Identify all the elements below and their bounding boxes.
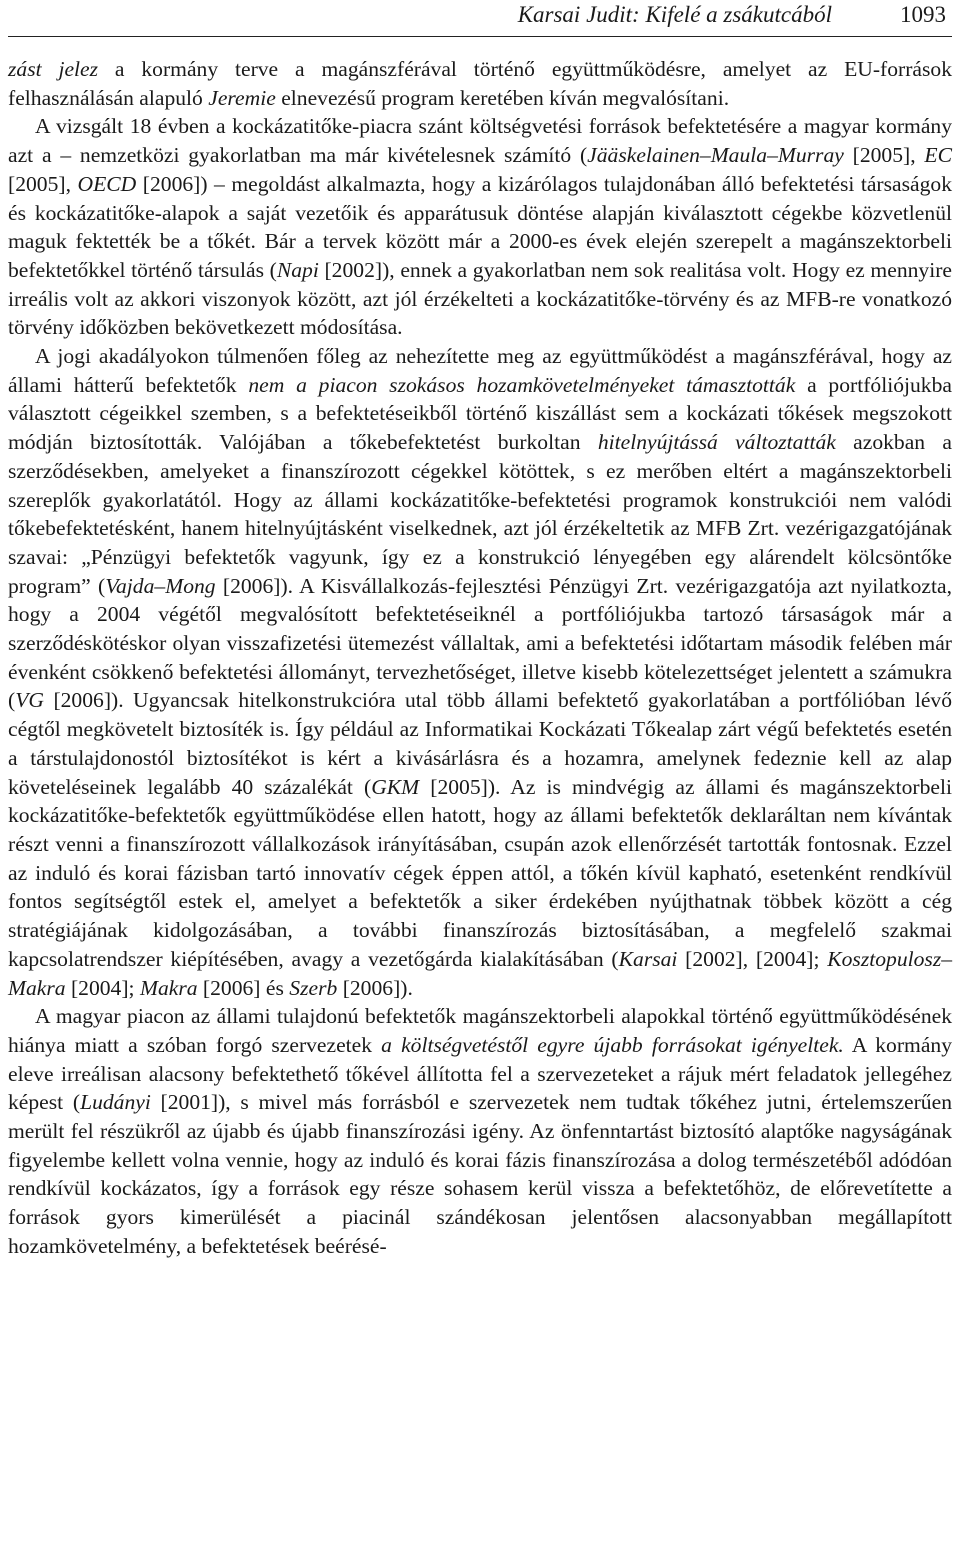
text-run: [2002], [2004];: [677, 946, 828, 971]
citation-author: OECD: [77, 171, 137, 196]
text-run: elnevezésű program keretében kíván megvalósítani.: [275, 85, 730, 110]
emphasis: Jeremie: [208, 85, 276, 110]
citation-author: Makra: [139, 975, 198, 1000]
text-run: [2006]).: [337, 975, 413, 1000]
text-run: a portfóliójukba választott cégeikkel szemben, s a befektetéseikből történő kiszállást sem a kockázati tőkések megszokott módján biztosították. Valójában a tőkebefektetést burkoltan: [8, 372, 952, 455]
text-run: [2005],: [8, 171, 78, 196]
text-run: a kormány terve a magánszférával történő együttműködésre, amelyet az EU-források felhasználásán alapuló: [8, 57, 952, 110]
citation-author: Kosztopulosz–Makra: [8, 946, 953, 1000]
text-run: [2002]), ennek a gyakorlatban nem sok realitása volt. Hogy ez mennyire irreális volt az akkori viszonyok között, azt jól érzékelteti a kockázatitőke-törvény és az MFB-re vonatkozó törvény időközben bekövetkezett módosítása.: [8, 257, 952, 340]
document-page: [0, 2, 960, 1557]
page-number: 1093: [900, 2, 946, 27]
paragraph-1: [8, 55, 952, 112]
citation-author: Ludányi: [80, 1090, 151, 1115]
text-run: [2005]). Az is mindvégig az állami és magánszektorbeli kockázatitőke-befektetők együttműködése ellen hatott, hogy az állami befektetők deklaráltan nem kívántak részt venni a finanszírozott vállalkozások irányításában, csupán azok ellenőrzését tartották fontosnak. Ezzel az induló és korai fázisban tartó innovatív cégek éppen attól, a tőkén kívül kapható, esetenként rendkívül fontos segítségtől estek el, amelyet a befektetők a siker érdekében nyújthatnak többek között a cég stratégiájának kidolgozásában, a további finanszírozás biztosításában, a megfelelő szakmai kapcsolatrendszer kiépítésében, avagy a vezetőgárda kialakításában (: [8, 774, 952, 971]
citation-author: Karsai: [618, 946, 678, 971]
running-title: Karsai Judit: Kifelé a zsákutcából: [517, 2, 832, 27]
text-run: [2006]) – megoldást alkalmazta, hogy a kizárólagos tulajdonában álló befektetési társaságok és kockázatitőke-alapok a saját vezetőik és apparátusuk döntése alapján kiválasztott cégekbe közvetlenül maguk fektették be a tőkét. Bár a tervek között már a 2000-es évek elején szerepelt a magánszektorbeli befektetőkkel történő társulás (: [8, 171, 952, 282]
citation-author: Vajda–Mong: [105, 573, 216, 598]
text-run: A kormány eleve irreálisan alacsony befektethető tőkével állította fel a szervezeteket a rájuk mért feladatok jellegéhez képest (: [8, 1032, 952, 1115]
running-header: [8, 2, 952, 28]
text-run: A magyar piacon az állami tulajdonú befektetők magánszektorbeli alapokkal történő együttműködésének hiánya miatt a szóban forgó szervezetek: [8, 1004, 952, 1057]
text-run: [2001]), s mivel más forrásból e szervezetek nem tudtak tőkéhez jutni, értelemszerűen merült fel részükről az újabb és újabb finanszírozási igény. Az önfenntartást biztosító alaptőke nagyságának figyelembe kellett volna vennie, hogy az induló és korai fázis finanszírozása a dolog természetéből adódóan rendkívül kockázatos, így a források egy része sohasem kerül vissza a befektetőhöz, de előrevetítette a források gyors kimerülését a piacinál szándékosan jelentősen alacsonyabban megállapított hozamkövetelmény, a befektetések beérésé-: [8, 1090, 952, 1258]
text-run: azokban a szerződésekben, amelyeket a finanszírozott cégekkel kötöttek, s ez merőben eltért a magánszektorbeli szereplők gyakorlatától. Hogy az állami kockázatitőke-befektetési programok konstrukciói nem valódi tőkebefektetésként, hanem hitelnyújtásként viselkednek, azt jól érzékeltetik az MFB Zrt. vezérigazgatójának szavai: „Pénzügyi befektetők vagyunk, így ez a konstrukció lényegében egy alárendelt kölcsöntőke program” (: [8, 430, 952, 598]
text-run: [2006]). A Kisvállalkozás-fejlesztési Pénzügyi Zrt. vezérigazgatója azt nyilatkozta, hogy a 2004 végétől megvalósított befektetéseiknél a portfóliójukba tartozó társaságok már a szerződéskötéskor olyan visszafizetési ütemezést vállaltak, ami a befektetési időtartam második felében már évenként csökkenő befektetési állományt, tervezhetőséget, illetve kisebb kötelezettséget jelentett a számukra (: [8, 573, 953, 713]
text-run: [2004];: [65, 975, 140, 1000]
emphasis: zást jelez: [8, 57, 99, 81]
body-text: [8, 55, 952, 1261]
citation-author: GKM: [371, 774, 420, 799]
header-rule: [8, 36, 952, 37]
emphasis: a költségvetéstől egyre újabb forrásokat igényeltek.: [381, 1032, 844, 1057]
paragraph-2: [8, 112, 952, 342]
citation-author: VG: [15, 688, 44, 713]
paragraph-3: [8, 342, 952, 1002]
emphasis: nem a piacon szokásos hozamkövetelményeket támasztották: [248, 372, 796, 397]
citation-author: Jääskelainen–Maula–Murray: [587, 143, 844, 168]
text-run: A jogi akadályokon túlmenően főleg az nehezítette meg az együttműködést a magánszférával, hogy az állami hátterű befektetők: [8, 344, 952, 397]
emphasis: hitelnyújtássá változtatták: [597, 430, 836, 455]
citation-author: Szerb: [289, 975, 338, 1000]
citation-author: Napi: [276, 257, 319, 282]
text-run: [2005],: [843, 143, 925, 168]
text-run: A vizsgált 18 évben a kockázatitőke-piacra szánt költségvetési források befektetésére a magyar kormány azt a – nemzetközi gyakorlatban ma már kivételesnek számító (: [8, 114, 952, 168]
text-run: [2006] és: [197, 975, 290, 1000]
citation-author: EC: [924, 143, 952, 168]
paragraph-4: [8, 1002, 952, 1260]
text-run: [2006]). Ugyancsak hitelkonstrukcióra utal több állami befektető gyakorlatában a portfólióban lévő cégtől megkövetelt biztosíték is. Így például az Informatikai Kockázati Tőkealap zárt végű befektetés esetén a társtulajdonostól biztosítékot is kért a kivásárlásra és a hozamra, amelynek fedeznie kell az alap követeléseinek legalább 40 százalékát (: [8, 688, 952, 799]
